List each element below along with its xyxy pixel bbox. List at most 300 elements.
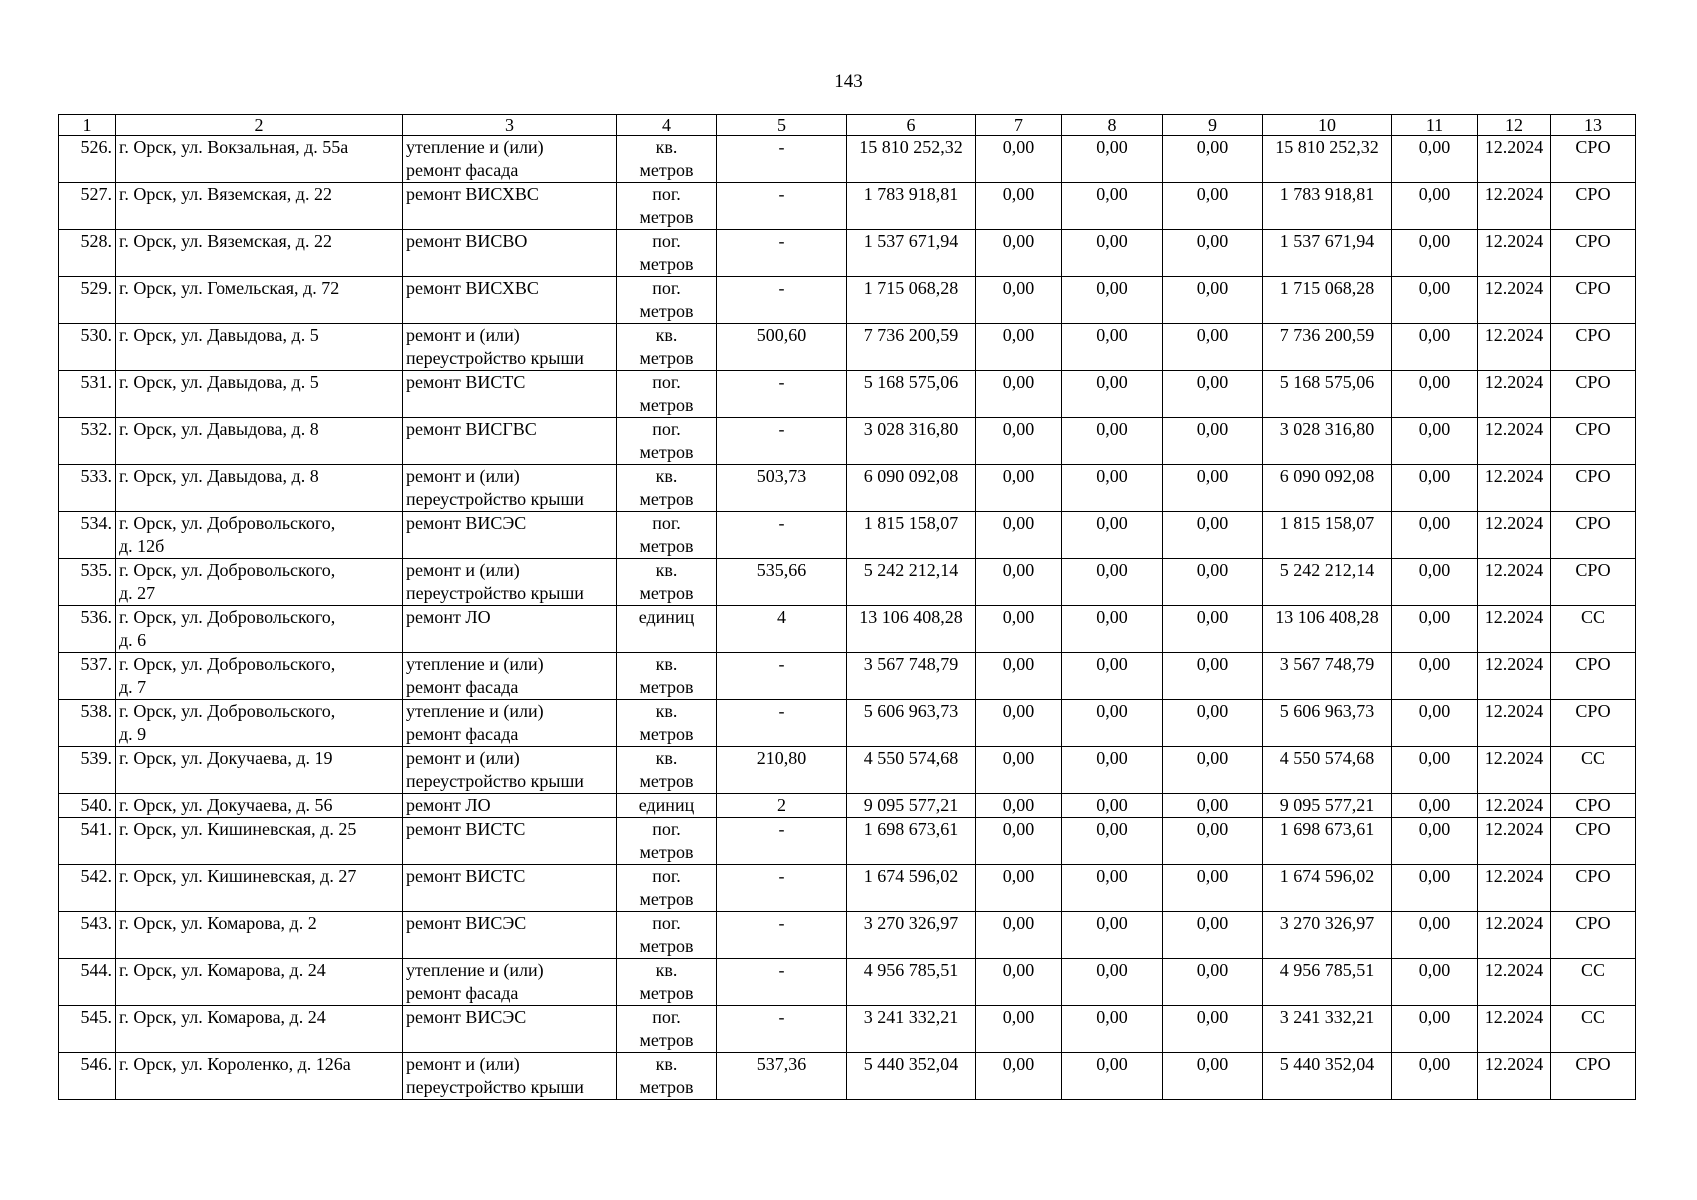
unit-cell-line: метров bbox=[639, 1030, 694, 1050]
cost-col9-cell: 0,00 bbox=[1163, 653, 1263, 700]
work-type-cell-line: ремонт ВИСХВС bbox=[406, 184, 539, 204]
unit-cell bbox=[617, 465, 717, 512]
cost-col9-cell: 0,00 bbox=[1163, 747, 1263, 794]
work-type-cell-line: ремонт ВИСЭС bbox=[406, 913, 527, 933]
total-cost-cell: 9 095 577,21 bbox=[847, 794, 976, 818]
address-cell-line: г. Орск, ул. Гомельская, д. 72 bbox=[119, 278, 340, 298]
work-type-cell bbox=[403, 794, 617, 818]
address-cell-line: г. Орск, ул. Вяземская, д. 22 bbox=[119, 184, 332, 204]
cost-col11-cell: 0,00 bbox=[1392, 865, 1478, 912]
address-cell bbox=[116, 230, 403, 277]
row-number: 529. bbox=[59, 277, 116, 324]
cost-col9-cell: 0,00 bbox=[1163, 1053, 1263, 1100]
address-cell bbox=[116, 512, 403, 559]
unit-cell-line: метров bbox=[639, 207, 694, 227]
work-type-cell bbox=[403, 865, 617, 912]
work-type-cell-line: ремонт ВИСЭС bbox=[406, 513, 527, 533]
fund-method-cell: СРО bbox=[1551, 183, 1636, 230]
cost-col9-cell: 0,00 bbox=[1163, 1006, 1263, 1053]
fund-method-cell: СС bbox=[1551, 959, 1636, 1006]
row-number: 542. bbox=[59, 865, 116, 912]
unit-cell-line: метров bbox=[639, 677, 694, 697]
unit-cell-line: метров bbox=[639, 489, 694, 509]
table-row bbox=[59, 1053, 1636, 1100]
cost-col7-cell: 0,00 bbox=[976, 959, 1062, 1006]
column-header: 12 bbox=[1478, 115, 1551, 136]
quantity-cell: 2 bbox=[717, 794, 847, 818]
cost-col8-cell: 0,00 bbox=[1062, 1006, 1163, 1053]
address-cell-line: г. Орск, ул. Короленко, д. 126а bbox=[119, 1054, 351, 1074]
unit-cell-line: пог. bbox=[652, 278, 681, 298]
unit-cell-line: метров bbox=[639, 889, 694, 909]
work-type-cell bbox=[403, 324, 617, 371]
unit-cell-line: метров bbox=[639, 348, 694, 368]
address-cell bbox=[116, 1053, 403, 1100]
cost-col10-cell: 1 698 673,61 bbox=[1263, 818, 1392, 865]
work-type-cell bbox=[403, 277, 617, 324]
cost-col11-cell: 0,00 bbox=[1392, 230, 1478, 277]
deadline-cell: 12.2024 bbox=[1478, 324, 1551, 371]
unit-cell-line: пог. bbox=[652, 231, 681, 251]
work-type-cell-line: ремонт ВИСЭС bbox=[406, 1007, 527, 1027]
cost-col7-cell: 0,00 bbox=[976, 277, 1062, 324]
cost-col10-cell: 5 440 352,04 bbox=[1263, 1053, 1392, 1100]
address-cell-line: г. Орск, ул. Давыдова, д. 8 bbox=[119, 419, 319, 439]
unit-cell-line: пог. bbox=[652, 866, 681, 886]
cost-col11-cell: 0,00 bbox=[1392, 606, 1478, 653]
address-cell-line: г. Орск, ул. Комарова, д. 24 bbox=[119, 1007, 326, 1027]
deadline-cell: 12.2024 bbox=[1478, 865, 1551, 912]
cost-col11-cell: 0,00 bbox=[1392, 700, 1478, 747]
address-cell bbox=[116, 136, 403, 183]
fund-method-cell: СРО bbox=[1551, 653, 1636, 700]
unit-cell bbox=[617, 324, 717, 371]
quantity-cell: - bbox=[717, 653, 847, 700]
table-row bbox=[59, 136, 1636, 183]
work-type-cell bbox=[403, 653, 617, 700]
cost-col9-cell: 0,00 bbox=[1163, 465, 1263, 512]
work-type-cell-line: утепление и (или) bbox=[406, 137, 544, 157]
cost-col9-cell: 0,00 bbox=[1163, 794, 1263, 818]
quantity-cell: - bbox=[717, 183, 847, 230]
quantity-cell: - bbox=[717, 959, 847, 1006]
unit-cell-line: кв. bbox=[655, 560, 678, 580]
unit-cell-line: пог. bbox=[652, 184, 681, 204]
address-cell-line: д. 27 bbox=[119, 583, 156, 603]
quantity-cell: 4 bbox=[717, 606, 847, 653]
address-cell-line: г. Орск, ул. Добровольского, bbox=[119, 654, 336, 674]
work-type-cell-line: переустройство крыши bbox=[406, 489, 584, 509]
table-row bbox=[59, 183, 1636, 230]
row-number: 541. bbox=[59, 818, 116, 865]
cost-col10-cell: 6 090 092,08 bbox=[1263, 465, 1392, 512]
deadline-cell: 12.2024 bbox=[1478, 512, 1551, 559]
work-type-cell bbox=[403, 1006, 617, 1053]
cost-col9-cell: 0,00 bbox=[1163, 912, 1263, 959]
address-cell bbox=[116, 653, 403, 700]
work-type-cell bbox=[403, 418, 617, 465]
fund-method-cell: СРО bbox=[1551, 136, 1636, 183]
cost-col10-cell: 5 606 963,73 bbox=[1263, 700, 1392, 747]
row-number: 534. bbox=[59, 512, 116, 559]
deadline-cell: 12.2024 bbox=[1478, 700, 1551, 747]
deadline-cell: 12.2024 bbox=[1478, 418, 1551, 465]
cost-col7-cell: 0,00 bbox=[976, 230, 1062, 277]
unit-cell-line: метров bbox=[639, 442, 694, 462]
unit-cell-line: метров bbox=[639, 724, 694, 744]
cost-col11-cell: 0,00 bbox=[1392, 747, 1478, 794]
deadline-cell: 12.2024 bbox=[1478, 1006, 1551, 1053]
address-cell bbox=[116, 700, 403, 747]
cost-col10-cell: 5 168 575,06 bbox=[1263, 371, 1392, 418]
table-row bbox=[59, 865, 1636, 912]
address-cell bbox=[116, 959, 403, 1006]
cost-col8-cell: 0,00 bbox=[1062, 324, 1163, 371]
unit-cell bbox=[617, 136, 717, 183]
row-number: 533. bbox=[59, 465, 116, 512]
cost-col10-cell: 4 550 574,68 bbox=[1263, 747, 1392, 794]
work-type-cell-line: утепление и (или) bbox=[406, 960, 544, 980]
cost-col9-cell: 0,00 bbox=[1163, 959, 1263, 1006]
unit-cell-line: метров bbox=[639, 1077, 694, 1097]
address-cell bbox=[116, 465, 403, 512]
table-row bbox=[59, 418, 1636, 465]
unit-cell-line: метров bbox=[639, 395, 694, 415]
cost-col9-cell: 0,00 bbox=[1163, 700, 1263, 747]
quantity-cell: 210,80 bbox=[717, 747, 847, 794]
address-cell bbox=[116, 559, 403, 606]
cost-col11-cell: 0,00 bbox=[1392, 277, 1478, 324]
cost-col7-cell: 0,00 bbox=[976, 818, 1062, 865]
cost-col7-cell: 0,00 bbox=[976, 512, 1062, 559]
total-cost-cell: 1 815 158,07 bbox=[847, 512, 976, 559]
table-row bbox=[59, 794, 1636, 818]
total-cost-cell: 5 606 963,73 bbox=[847, 700, 976, 747]
fund-method-cell: СРО bbox=[1551, 418, 1636, 465]
quantity-cell: - bbox=[717, 865, 847, 912]
deadline-cell: 12.2024 bbox=[1478, 1053, 1551, 1100]
address-cell-line: г. Орск, ул. Вокзальная, д. 55а bbox=[119, 137, 349, 157]
cost-col10-cell: 3 028 316,80 bbox=[1263, 418, 1392, 465]
cost-col11-cell: 0,00 bbox=[1392, 183, 1478, 230]
work-type-cell-line: ремонт и (или) bbox=[406, 466, 520, 486]
quantity-cell: 503,73 bbox=[717, 465, 847, 512]
row-number: 537. bbox=[59, 653, 116, 700]
table-row bbox=[59, 559, 1636, 606]
work-type-cell bbox=[403, 818, 617, 865]
total-cost-cell: 1 783 918,81 bbox=[847, 183, 976, 230]
cost-col10-cell: 15 810 252,32 bbox=[1263, 136, 1392, 183]
cost-col10-cell: 1 715 068,28 bbox=[1263, 277, 1392, 324]
work-type-cell bbox=[403, 559, 617, 606]
table-row bbox=[59, 818, 1636, 865]
work-type-cell-line: ремонт фасада bbox=[406, 983, 519, 1003]
deadline-cell: 12.2024 bbox=[1478, 559, 1551, 606]
cost-col8-cell: 0,00 bbox=[1062, 418, 1163, 465]
deadline-cell: 12.2024 bbox=[1478, 371, 1551, 418]
deadline-cell: 12.2024 bbox=[1478, 136, 1551, 183]
row-number: 536. bbox=[59, 606, 116, 653]
work-type-cell bbox=[403, 747, 617, 794]
cost-col7-cell: 0,00 bbox=[976, 1006, 1062, 1053]
column-header: 10 bbox=[1263, 115, 1392, 136]
address-cell bbox=[116, 1006, 403, 1053]
cost-col11-cell: 0,00 bbox=[1392, 959, 1478, 1006]
table-row bbox=[59, 371, 1636, 418]
row-number: 543. bbox=[59, 912, 116, 959]
row-number: 535. bbox=[59, 559, 116, 606]
unit-cell bbox=[617, 747, 717, 794]
work-type-cell-line: ремонт ЛО bbox=[406, 795, 491, 815]
cost-col11-cell: 0,00 bbox=[1392, 1053, 1478, 1100]
address-cell-line: г. Орск, ул. Кишиневская, д. 27 bbox=[119, 866, 357, 886]
unit-cell bbox=[617, 512, 717, 559]
unit-cell-line: кв. bbox=[655, 748, 678, 768]
unit-cell-line: пог. bbox=[652, 913, 681, 933]
cost-col7-cell: 0,00 bbox=[976, 418, 1062, 465]
total-cost-cell: 5 242 212,14 bbox=[847, 559, 976, 606]
quantity-cell: - bbox=[717, 230, 847, 277]
work-type-cell-line: переустройство крыши bbox=[406, 348, 584, 368]
cost-col8-cell: 0,00 bbox=[1062, 559, 1163, 606]
quantity-cell: - bbox=[717, 818, 847, 865]
column-header: 13 bbox=[1551, 115, 1636, 136]
table-row bbox=[59, 230, 1636, 277]
cost-col8-cell: 0,00 bbox=[1062, 512, 1163, 559]
row-number: 544. bbox=[59, 959, 116, 1006]
unit-cell-line: единиц bbox=[638, 607, 695, 627]
unit-cell bbox=[617, 700, 717, 747]
work-type-cell bbox=[403, 230, 617, 277]
cost-col8-cell: 0,00 bbox=[1062, 1053, 1163, 1100]
row-number: 540. bbox=[59, 794, 116, 818]
total-cost-cell: 5 440 352,04 bbox=[847, 1053, 976, 1100]
deadline-cell: 12.2024 bbox=[1478, 277, 1551, 324]
unit-cell bbox=[617, 559, 717, 606]
table-row bbox=[59, 324, 1636, 371]
unit-cell-line: метров bbox=[639, 536, 694, 556]
unit-cell bbox=[617, 1053, 717, 1100]
cost-col9-cell: 0,00 bbox=[1163, 818, 1263, 865]
cost-col11-cell: 0,00 bbox=[1392, 136, 1478, 183]
table-row bbox=[59, 912, 1636, 959]
work-type-cell bbox=[403, 959, 617, 1006]
address-cell bbox=[116, 794, 403, 818]
cost-col7-cell: 0,00 bbox=[976, 559, 1062, 606]
row-number: 532. bbox=[59, 418, 116, 465]
address-cell-line: г. Орск, ул. Давыдова, д. 5 bbox=[119, 325, 319, 345]
total-cost-cell: 1 537 671,94 bbox=[847, 230, 976, 277]
unit-cell-line: пог. bbox=[652, 419, 681, 439]
unit-cell bbox=[617, 606, 717, 653]
total-cost-cell: 3 567 748,79 bbox=[847, 653, 976, 700]
repair-register-table bbox=[58, 114, 1636, 1100]
total-cost-cell: 3 241 332,21 bbox=[847, 1006, 976, 1053]
quantity-cell: 537,36 bbox=[717, 1053, 847, 1100]
unit-cell bbox=[617, 818, 717, 865]
work-type-cell-line: ремонт фасада bbox=[406, 724, 519, 744]
cost-col7-cell: 0,00 bbox=[976, 324, 1062, 371]
unit-cell bbox=[617, 277, 717, 324]
cost-col7-cell: 0,00 bbox=[976, 794, 1062, 818]
deadline-cell: 12.2024 bbox=[1478, 959, 1551, 1006]
unit-cell-line: метров bbox=[639, 301, 694, 321]
cost-col8-cell: 0,00 bbox=[1062, 136, 1163, 183]
cost-col9-cell: 0,00 bbox=[1163, 230, 1263, 277]
cost-col11-cell: 0,00 bbox=[1392, 818, 1478, 865]
row-number: 539. bbox=[59, 747, 116, 794]
cost-col11-cell: 0,00 bbox=[1392, 559, 1478, 606]
table-row bbox=[59, 277, 1636, 324]
cost-col7-cell: 0,00 bbox=[976, 747, 1062, 794]
address-cell-line: д. 9 bbox=[119, 724, 147, 744]
address-cell-line: г. Орск, ул. Комарова, д. 2 bbox=[119, 913, 317, 933]
fund-method-cell: СРО bbox=[1551, 865, 1636, 912]
unit-cell bbox=[617, 794, 717, 818]
cost-col9-cell: 0,00 bbox=[1163, 559, 1263, 606]
total-cost-cell: 4 956 785,51 bbox=[847, 959, 976, 1006]
column-header: 7 bbox=[976, 115, 1062, 136]
quantity-cell: 535,66 bbox=[717, 559, 847, 606]
address-cell-line: г. Орск, ул. Давыдова, д. 8 bbox=[119, 466, 319, 486]
cost-col7-cell: 0,00 bbox=[976, 136, 1062, 183]
quantity-cell: - bbox=[717, 700, 847, 747]
work-type-cell-line: ремонт ВИСВО bbox=[406, 231, 528, 251]
cost-col11-cell: 0,00 bbox=[1392, 653, 1478, 700]
cost-col10-cell: 1 783 918,81 bbox=[1263, 183, 1392, 230]
cost-col8-cell: 0,00 bbox=[1062, 230, 1163, 277]
address-cell bbox=[116, 418, 403, 465]
table-row bbox=[59, 747, 1636, 794]
table-row bbox=[59, 1006, 1636, 1053]
column-header: 11 bbox=[1392, 115, 1478, 136]
fund-method-cell: СРО bbox=[1551, 371, 1636, 418]
cost-col9-cell: 0,00 bbox=[1163, 277, 1263, 324]
cost-col9-cell: 0,00 bbox=[1163, 136, 1263, 183]
cost-col8-cell: 0,00 bbox=[1062, 700, 1163, 747]
unit-cell-line: метров bbox=[639, 583, 694, 603]
cost-col10-cell: 1 537 671,94 bbox=[1263, 230, 1392, 277]
work-type-cell-line: утепление и (или) bbox=[406, 701, 544, 721]
unit-cell bbox=[617, 418, 717, 465]
address-cell bbox=[116, 606, 403, 653]
address-cell bbox=[116, 371, 403, 418]
quantity-cell: - bbox=[717, 912, 847, 959]
unit-cell bbox=[617, 371, 717, 418]
fund-method-cell: СС bbox=[1551, 606, 1636, 653]
cost-col10-cell: 13 106 408,28 bbox=[1263, 606, 1392, 653]
table-row bbox=[59, 700, 1636, 747]
quantity-cell: - bbox=[717, 1006, 847, 1053]
cost-col8-cell: 0,00 bbox=[1062, 653, 1163, 700]
unit-cell-line: кв. bbox=[655, 960, 678, 980]
unit-cell-line: кв. bbox=[655, 701, 678, 721]
row-number: 528. bbox=[59, 230, 116, 277]
row-number: 526. bbox=[59, 136, 116, 183]
cost-col8-cell: 0,00 bbox=[1062, 277, 1163, 324]
unit-cell-line: метров bbox=[639, 160, 694, 180]
address-cell-line: г. Орск, ул. Давыдова, д. 5 bbox=[119, 372, 319, 392]
unit-cell bbox=[617, 653, 717, 700]
unit-cell-line: кв. bbox=[655, 654, 678, 674]
cost-col7-cell: 0,00 bbox=[976, 912, 1062, 959]
quantity-cell: - bbox=[717, 371, 847, 418]
fund-method-cell: СРО bbox=[1551, 465, 1636, 512]
cost-col9-cell: 0,00 bbox=[1163, 418, 1263, 465]
total-cost-cell: 13 106 408,28 bbox=[847, 606, 976, 653]
cost-col8-cell: 0,00 bbox=[1062, 465, 1163, 512]
work-type-cell-line: ремонт ВИСТС bbox=[406, 819, 526, 839]
cost-col9-cell: 0,00 bbox=[1163, 512, 1263, 559]
unit-cell-line: метров bbox=[639, 771, 694, 791]
fund-method-cell: СРО bbox=[1551, 818, 1636, 865]
cost-col8-cell: 0,00 bbox=[1062, 818, 1163, 865]
work-type-cell-line: переустройство крыши bbox=[406, 771, 584, 791]
cost-col11-cell: 0,00 bbox=[1392, 912, 1478, 959]
work-type-cell bbox=[403, 512, 617, 559]
address-cell bbox=[116, 183, 403, 230]
cost-col8-cell: 0,00 bbox=[1062, 959, 1163, 1006]
column-header: 9 bbox=[1163, 115, 1263, 136]
work-type-cell-line: переустройство крыши bbox=[406, 583, 584, 603]
total-cost-cell: 1 698 673,61 bbox=[847, 818, 976, 865]
row-number: 538. bbox=[59, 700, 116, 747]
cost-col7-cell: 0,00 bbox=[976, 865, 1062, 912]
total-cost-cell: 7 736 200,59 bbox=[847, 324, 976, 371]
total-cost-cell: 4 550 574,68 bbox=[847, 747, 976, 794]
table-row bbox=[59, 606, 1636, 653]
cost-col10-cell: 7 736 200,59 bbox=[1263, 324, 1392, 371]
fund-method-cell: СРО bbox=[1551, 912, 1636, 959]
cost-col7-cell: 0,00 bbox=[976, 606, 1062, 653]
cost-col10-cell: 9 095 577,21 bbox=[1263, 794, 1392, 818]
address-cell bbox=[116, 818, 403, 865]
cost-col10-cell: 3 270 326,97 bbox=[1263, 912, 1392, 959]
work-type-cell-line: ремонт фасада bbox=[406, 677, 519, 697]
total-cost-cell: 3 028 316,80 bbox=[847, 418, 976, 465]
cost-col11-cell: 0,00 bbox=[1392, 324, 1478, 371]
cost-col8-cell: 0,00 bbox=[1062, 606, 1163, 653]
deadline-cell: 12.2024 bbox=[1478, 230, 1551, 277]
address-cell bbox=[116, 277, 403, 324]
work-type-cell bbox=[403, 465, 617, 512]
column-header: 6 bbox=[847, 115, 976, 136]
address-cell-line: д. 12б bbox=[119, 536, 165, 556]
address-cell bbox=[116, 912, 403, 959]
cost-col11-cell: 0,00 bbox=[1392, 465, 1478, 512]
unit-cell-line: метров bbox=[639, 936, 694, 956]
column-header: 3 bbox=[403, 115, 617, 136]
cost-col9-cell: 0,00 bbox=[1163, 324, 1263, 371]
deadline-cell: 12.2024 bbox=[1478, 183, 1551, 230]
unit-cell-line: пог. bbox=[652, 1007, 681, 1027]
cost-col7-cell: 0,00 bbox=[976, 653, 1062, 700]
unit-cell-line: пог. bbox=[652, 513, 681, 533]
cost-col11-cell: 0,00 bbox=[1392, 371, 1478, 418]
cost-col7-cell: 0,00 bbox=[976, 1053, 1062, 1100]
fund-method-cell: СРО bbox=[1551, 794, 1636, 818]
cost-col8-cell: 0,00 bbox=[1062, 865, 1163, 912]
work-type-cell-line: ремонт ВИСТС bbox=[406, 866, 526, 886]
unit-cell-line: метров bbox=[639, 254, 694, 274]
work-type-cell-line: ремонт ВИСХВС bbox=[406, 278, 539, 298]
work-type-cell bbox=[403, 1053, 617, 1100]
work-type-cell-line: ремонт ВИСГВС bbox=[406, 419, 537, 439]
cost-col8-cell: 0,00 bbox=[1062, 747, 1163, 794]
cost-col11-cell: 0,00 bbox=[1392, 1006, 1478, 1053]
row-number: 530. bbox=[59, 324, 116, 371]
column-header: 4 bbox=[617, 115, 717, 136]
